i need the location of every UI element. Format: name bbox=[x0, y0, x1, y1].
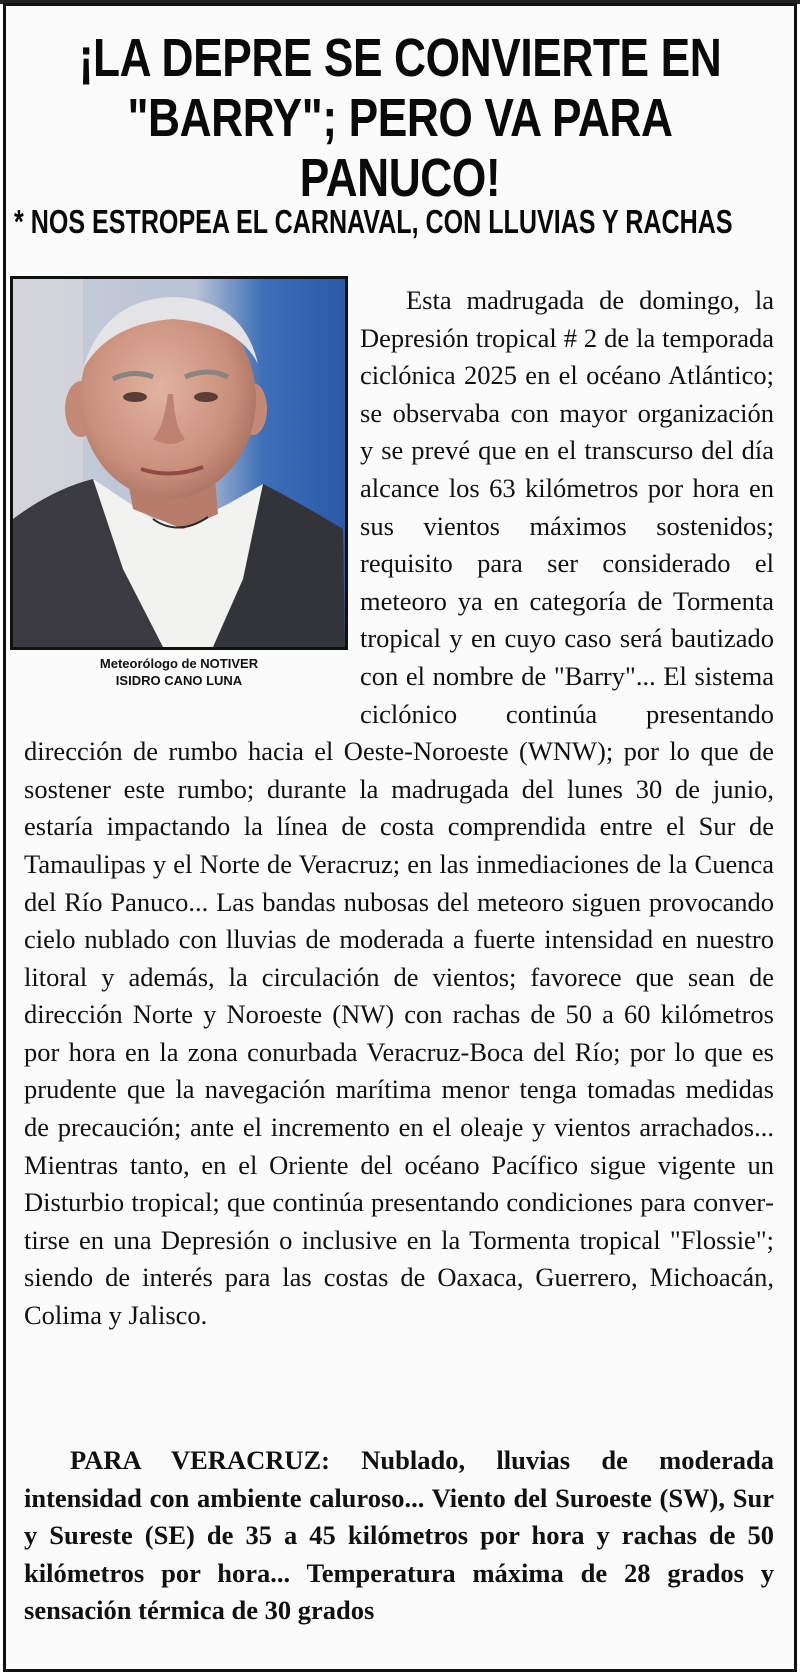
portrait-image bbox=[13, 279, 345, 647]
forecast-text: PARA VERACRUZ: Nublado, lluvias de moderada intensidad con ambiente caluroso... Viento del Suroeste (SW), Sur y Sureste (SE) de 35 a 45 kilómetros por hora y rachas de 50 kilómetros por hora... Temperatura máxima de 28 grados y sensación térmica de 30 grados bbox=[24, 1445, 774, 1626]
caption-line-2: ISIDRO CANO LUNA bbox=[115, 673, 243, 688]
author-photo bbox=[10, 276, 348, 650]
photo-caption bbox=[10, 655, 348, 689]
subheadline: * NOS ESTROPEA EL CARNAVAL, CON LLUVIAS Y RACHAS bbox=[14, 203, 733, 240]
caption-line-1: Meteorólogo de NOTIVER bbox=[99, 656, 259, 671]
forecast-paragraph bbox=[24, 1442, 774, 1630]
newspaper-clipping bbox=[3, 3, 797, 1672]
headline-line-2: "BARRY"; PERO VA PARA PANUCO! bbox=[127, 88, 673, 208]
article-body-text: Esta madrugada de domingo, la Depresión tropical # 2 de la temporada ciclónica 2025 en el océano Atlántico; se observaba con mayor organización y se prevé que en el transcurso del día alcance los 63 kilómetros por hora en sus vientos máximos sostenidos; requisito para ser considerado el meteoro ya en categoría de Tormenta tropical y en cuyo caso será bautizado con el nombre de "Barry"... El sistema ciclónico continúa presentando dirección de rumbo hacia el Oeste-Noroeste (WNW); por lo que de sostener este rumbo; durante la madrugada del lunes 30 de junio, estaría impactando la línea de costa comprendida entre el Sur de Tamaulipas y el Norte de Veracruz; en las inmediaciones de la Cuenca del Río Panuco... Las bandas nubosas del meteoro siguen provocando cielo nublado con lluvias de moderada a fuerte intensidad en nuestro litoral y además, la circulación de vientos; favorece que sean de dirección Norte y Noroeste (NW) con rachas de 50 a 60 kilómetros por hora en la zona conurbada Veracruz-Boca del Río; por lo que es prudente que la navegación marítima menor tenga tomadas medidas de precaución; ante el incremento en el oleaje y vientos arrachados... Mientras tanto, en el Oriente del océano Pacífico sigue vigente un Disturbio tropical; que continúa presentando condiciones para convertirse en una Depresión o inclusive en la Tormenta tropical "Flossie"; siendo de interés para las costas de Oaxaca, Guerrero, Michoacán, Colima y Jalisco. bbox=[24, 285, 774, 1331]
headline bbox=[77, 28, 723, 208]
headline-line-1: ¡LA DEPRE SE CONVIERTE EN bbox=[78, 28, 722, 88]
